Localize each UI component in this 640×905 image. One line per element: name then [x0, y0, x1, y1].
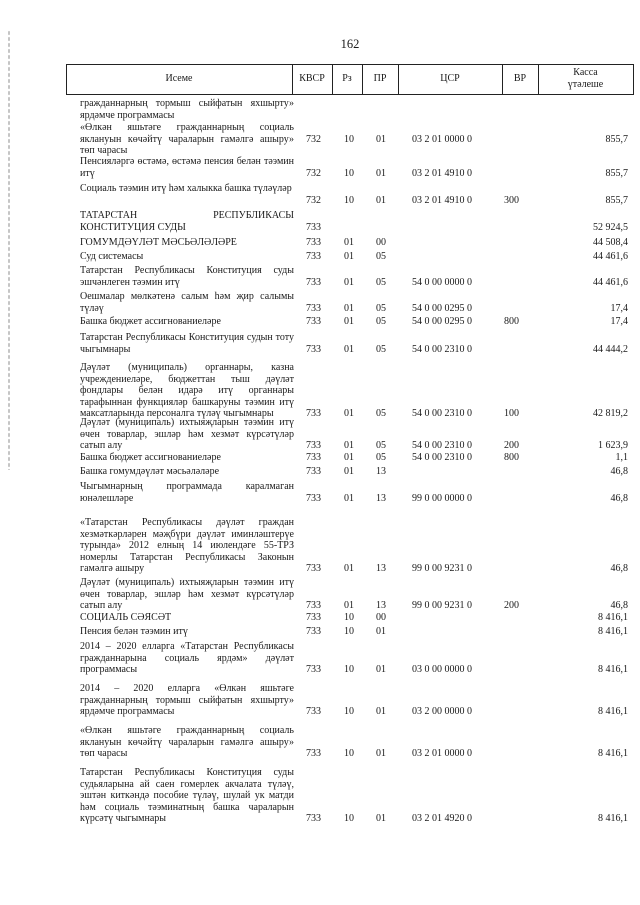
row-rz: 10 — [344, 706, 354, 717]
row-amount: 8 416,1 — [598, 706, 628, 717]
header-divider — [633, 64, 634, 94]
row-rz: 01 — [344, 251, 354, 262]
row-kvsr: 733 — [306, 626, 321, 637]
row-kvsr: 733 — [306, 813, 321, 824]
row-amount: 44 508,4 — [593, 237, 628, 248]
row-kvsr: 733 — [306, 452, 321, 463]
row-name: Татарстан Республикасы Конституция суды эшчәнлеген тәэмин итү — [80, 265, 294, 288]
header-pr: ПР — [373, 73, 387, 84]
row-csr: 99 0 00 9231 0 — [412, 563, 472, 574]
row-kvsr: 733 — [306, 664, 321, 675]
row-pr: 00 — [376, 237, 386, 248]
row-kvsr: 733 — [306, 343, 321, 355]
row-name: «Өлкән яшьтәге гражданнарның социаль яклануын көчәйтү чараларын гамәлгә ашыру» төп чарасы — [80, 122, 294, 156]
row-name: Башка бюджет ассигнованиеләре — [80, 452, 221, 463]
row-kvsr: 732 — [306, 194, 321, 206]
row-kvsr: 733 — [306, 408, 321, 419]
row-name: Чыгымнарның программада каралмаган юнәлешләре — [80, 481, 294, 504]
row-rz: 01 — [344, 237, 354, 248]
row-rz: 01 — [344, 563, 354, 574]
row-name: Башка гомумдәүләт мәсьәләләре — [80, 466, 220, 477]
row-name: гражданнарның тормыш сыйфатын яхшырту» ярдәмче программасы — [80, 98, 294, 121]
row-amount: 46,8 — [610, 600, 628, 611]
row-rz: 01 — [344, 492, 354, 504]
row-pr: 01 — [376, 194, 386, 206]
row-name: 2014 – 2020 елларга «Өлкән яшьтәге гражданнарның тормыш сыйфатын яхшырту» ярдәмче программасы — [80, 683, 294, 717]
row-pr: 05 — [376, 302, 386, 314]
row-pr: 05 — [376, 452, 386, 463]
row-pr: 01 — [376, 626, 386, 637]
row-csr: 99 0 00 9231 0 — [412, 600, 472, 611]
row-rz: 10 — [344, 133, 354, 145]
row-csr: 54 0 00 0295 0 — [412, 316, 472, 327]
row-csr: 03 0 00 0000 0 — [412, 664, 472, 675]
row-rz: 10 — [344, 612, 354, 623]
row-vr: 200 — [504, 600, 519, 611]
row-amount: 1,1 — [615, 452, 628, 463]
row-csr: 03 2 01 4920 0 — [412, 813, 472, 824]
row-name: Оешмалар мөлкәтенә салым һәм җир салымы түләү — [80, 291, 294, 314]
row-amount: 46,8 — [610, 563, 628, 574]
row-amount: 44 444,2 — [593, 343, 628, 355]
row-pr: 01 — [376, 813, 386, 824]
row-amount: 8 416,1 — [598, 748, 628, 759]
row-name: Социаль тәэмин итү һәм халыкка башка түләүләр — [80, 183, 292, 194]
row-csr: 99 0 00 0000 0 — [412, 492, 472, 504]
row-amount: 8 416,1 — [598, 626, 628, 637]
row-pr: 13 — [376, 563, 386, 574]
row-rz: 01 — [344, 452, 354, 463]
row-rz: 01 — [344, 408, 354, 419]
row-csr: 54 0 00 2310 0 — [412, 440, 472, 451]
row-name: Дәүләт (муниципаль) ихтыяҗларын тәэмин итү өчен товарлар, эшләр һәм хезмәт күрсәтүләр сатып алу — [80, 417, 294, 451]
row-pr: 05 — [376, 343, 386, 355]
row-kvsr: 733 — [306, 237, 321, 248]
row-amount: 855,7 — [605, 133, 628, 145]
row-csr: 03 2 00 0000 0 — [412, 706, 472, 717]
row-kvsr: 733 — [306, 600, 321, 611]
row-pr: 01 — [376, 133, 386, 145]
row-kvsr: 733 — [306, 563, 321, 574]
row-name: Башка бюджет ассигнованиеләре — [80, 316, 221, 327]
header-kvsr: КВСР — [299, 73, 325, 84]
row-rz: 10 — [344, 664, 354, 675]
table-header — [66, 64, 634, 94]
row-amount: 8 416,1 — [598, 612, 628, 623]
row-amount: 44 461,6 — [593, 251, 628, 262]
header-vr: ВР — [513, 73, 527, 84]
header-amount: Касса үтәлеше — [567, 67, 604, 90]
row-vr: 200 — [504, 440, 519, 451]
row-kvsr: 733 — [306, 706, 321, 717]
header-csr: ЦСР — [440, 73, 460, 84]
row-pr: 00 — [376, 612, 386, 623]
margin-dots — [8, 30, 10, 470]
row-kvsr: 733 — [306, 612, 321, 623]
row-csr: 03 2 01 0000 0 — [412, 133, 472, 145]
row-csr: 03 2 01 4910 0 — [412, 194, 472, 206]
row-kvsr: 733 — [306, 748, 321, 759]
row-csr: 54 0 00 2310 0 — [412, 343, 472, 355]
row-rz: 10 — [344, 813, 354, 824]
row-rz: 10 — [344, 748, 354, 759]
header-bottom-border — [66, 94, 634, 95]
row-rz: 01 — [344, 302, 354, 314]
row-rz: 01 — [344, 316, 354, 327]
row-name: «Өлкән яшьтәге гражданнарның социаль яклануын көчәйтү чараларын гамәлгә ашыру» төп чарасы — [80, 725, 294, 759]
page-number: 162 — [340, 37, 360, 51]
row-name: ГОМУМДӘҮЛӘТ МӘСЬӘЛӘЛӘРЕ — [80, 237, 237, 248]
row-kvsr: 733 — [306, 276, 321, 288]
row-amount: 17,4 — [610, 316, 628, 327]
row-kvsr: 733 — [306, 466, 321, 477]
row-rz: 01 — [344, 276, 354, 288]
row-rz: 01 — [344, 440, 354, 451]
row-name: СОЦИАЛЬ СӘЯСӘТ — [80, 612, 172, 623]
row-csr: 54 0 00 2310 0 — [412, 408, 472, 419]
row-kvsr: 732 — [306, 167, 321, 179]
row-pr: 13 — [376, 492, 386, 504]
row-rz: 10 — [344, 194, 354, 206]
row-pr: 05 — [376, 440, 386, 451]
row-name: Пенсия белән тәэмин итү — [80, 626, 188, 637]
row-vr: 100 — [504, 408, 519, 419]
row-name: Дәүләт (муниципаль) ихтыяҗларын тәэмин итү өчен товарлар, эшләр һәм хезмәт күрсәтүләр сатып алу — [80, 577, 294, 611]
row-amount: 52 924,5 — [593, 221, 628, 233]
row-csr: 54 0 00 0295 0 — [412, 302, 472, 314]
row-amount: 44 461,6 — [593, 276, 628, 288]
row-csr: 03 2 01 4910 0 — [412, 167, 472, 179]
row-rz: 01 — [344, 600, 354, 611]
row-amount: 8 416,1 — [598, 664, 628, 675]
row-kvsr: 732 — [306, 133, 321, 145]
row-rz: 01 — [344, 466, 354, 477]
row-amount: 17,4 — [610, 302, 628, 314]
row-pr: 01 — [376, 664, 386, 675]
row-kvsr: 733 — [306, 492, 321, 504]
row-vr: 800 — [504, 452, 519, 463]
row-vr: 800 — [504, 316, 519, 327]
row-pr: 05 — [376, 251, 386, 262]
row-pr: 01 — [376, 706, 386, 717]
row-amount: 8 416,1 — [598, 813, 628, 824]
row-amount: 855,7 — [605, 194, 628, 206]
row-name: Пенсияләргә өстәмә, өстәмә пенсия белән тәэмин итү — [80, 156, 294, 179]
row-csr: 54 0 00 0000 0 — [412, 276, 472, 288]
row-pr: 05 — [376, 276, 386, 288]
row-amount: 46,8 — [610, 492, 628, 504]
row-rz: 01 — [344, 343, 354, 355]
row-pr: 01 — [376, 167, 386, 179]
row-name: ТАТАРСТАН РЕСПУБЛИКАСЫ КОНСТИТУЦИЯ СУДЫ — [80, 210, 294, 233]
row-name: Татарстан Республикасы Конституция суды судьяларына ай саен гомерлек акчалата түләү, эштән киткәндә пособие түләү, шулай ук матди һәм социаль тәэминатның башка чараларын күрсәтү чыгымнары — [80, 767, 294, 824]
row-csr: 03 2 01 0000 0 — [412, 748, 472, 759]
row-kvsr: 733 — [306, 221, 321, 233]
row-kvsr: 733 — [306, 440, 321, 451]
row-pr: 13 — [376, 466, 386, 477]
header-rz: Рз — [342, 73, 352, 84]
row-name: 2014 – 2020 елларга «Татарстан Республикасы гражданнарына социаль ярдәм» дәүләт программасы — [80, 641, 294, 675]
row-name: «Татарстан Республикасы дәүләт граждан хезмәткәрләрен мәҗбүри дәүләт иминләштерүе турында» 2012 елның 14 июлендәге 55-ТРЗ номерлы Татарстан Республикасы Законын гамәлгә ашыру — [80, 517, 294, 574]
row-kvsr: 733 — [306, 251, 321, 262]
row-pr: 05 — [376, 408, 386, 419]
row-amount: 46,8 — [610, 466, 628, 477]
header-name: Исеме — [165, 73, 193, 84]
row-kvsr: 733 — [306, 302, 321, 314]
row-pr: 01 — [376, 748, 386, 759]
row-vr: 300 — [504, 194, 519, 206]
row-name: Суд системасы — [80, 251, 144, 262]
row-csr: 54 0 00 2310 0 — [412, 452, 472, 463]
row-name: Татарстан Республикасы Конституция судын тоту чыгымнары — [80, 332, 294, 355]
row-amount: 1 623,9 — [598, 440, 628, 451]
row-amount: 855,7 — [605, 167, 628, 179]
row-name: Дәүләт (муниципаль) органнары, казна учреждениеләре, бюджеттан тыш дәүләт фондлары белән идарә итү органнары тарафыннан функцияләр башкаруны тәэмин итү максатларында персоналга түләү чыгымнары — [80, 362, 294, 419]
row-amount: 42 819,2 — [593, 408, 628, 419]
row-pr: 05 — [376, 316, 386, 327]
row-pr: 13 — [376, 600, 386, 611]
row-rz: 10 — [344, 167, 354, 179]
row-rz: 10 — [344, 626, 354, 637]
row-kvsr: 733 — [306, 316, 321, 327]
